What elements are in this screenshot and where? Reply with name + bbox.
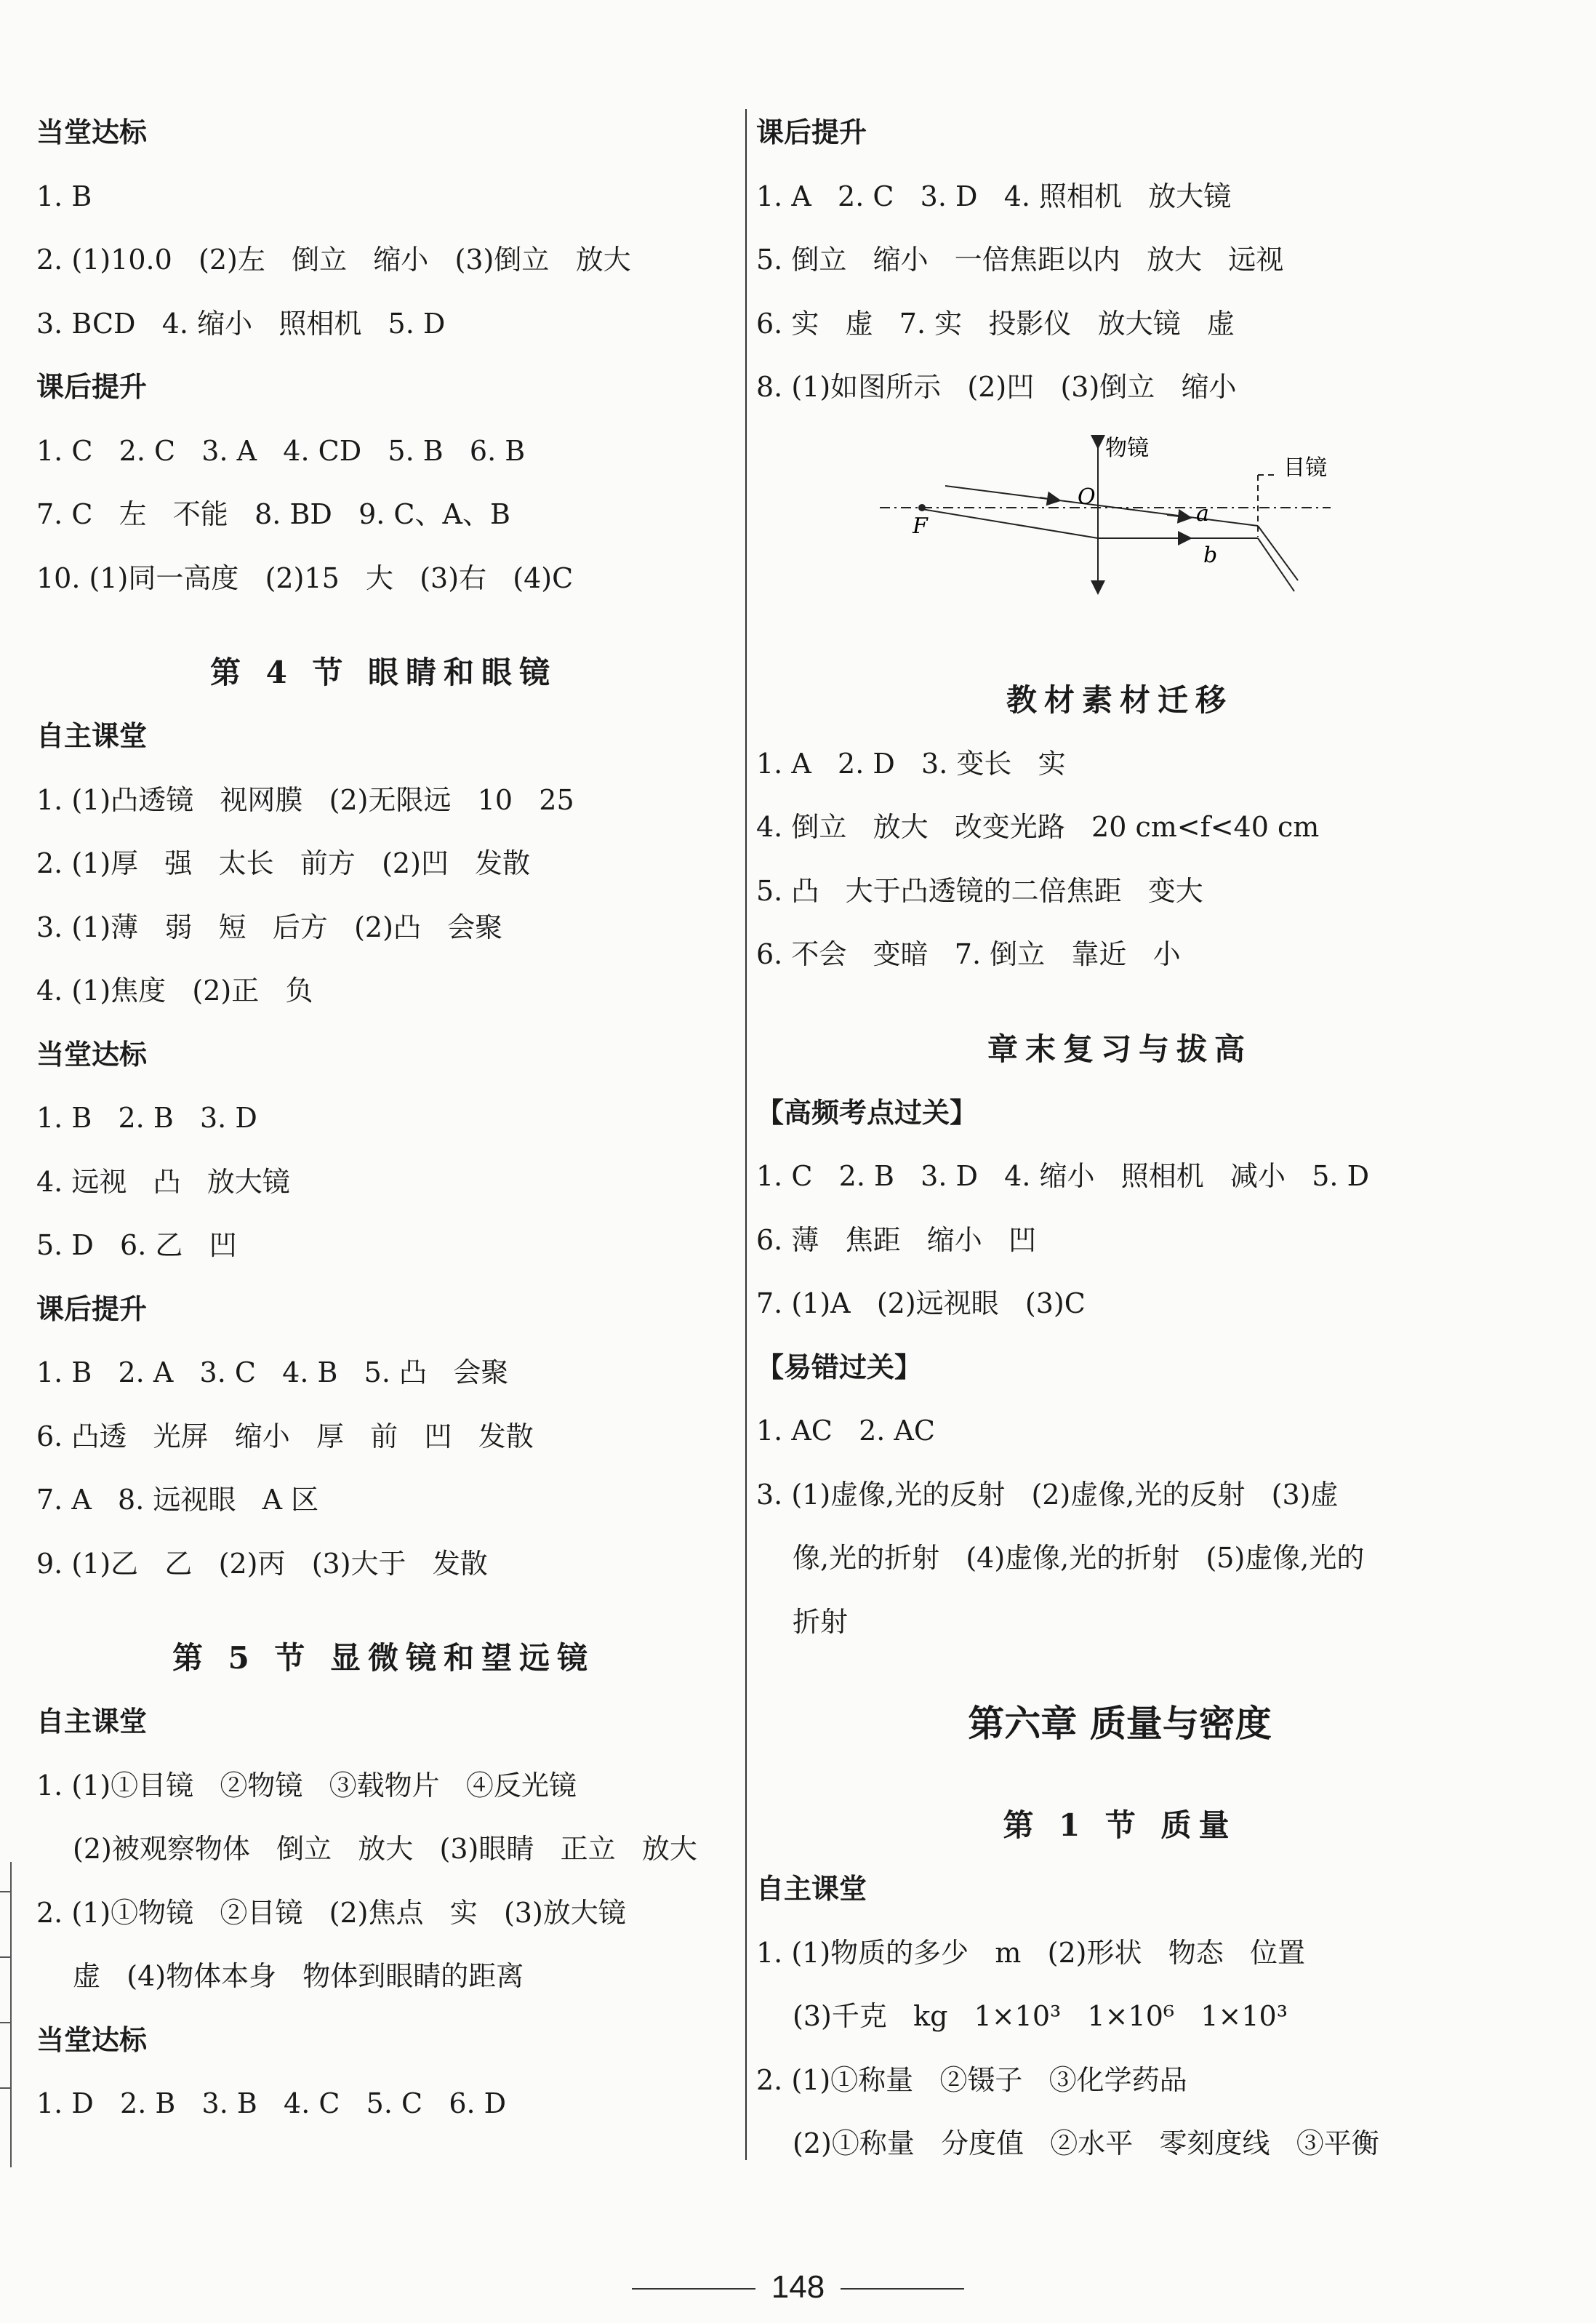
answer-line: 6. 薄 焦距 缩小 凹 <box>756 1223 1037 1256</box>
answer-line: 4. 远视 凸 放大镜 <box>36 1165 290 1198</box>
answer-line: 7. C 左 不能 8. BD 9. C、A、B <box>36 498 510 530</box>
answer-line: 8. (1)如图所示 (2)凹 (3)倒立 缩小 <box>756 371 1237 403</box>
answer-line: 1. C 2. C 3. A 4. CD 5. B 6. B <box>36 434 526 467</box>
focal-point <box>918 504 926 511</box>
answer-line: 9. (1)乙 乙 (2)丙 (3)大于 发散 <box>36 1547 488 1580</box>
answer-line: 3. BCD 4. 缩小 照相机 5. D <box>36 307 446 340</box>
answer-line: 2. (1)①称量 ②镊子 ③化学药品 <box>756 2063 1187 2096</box>
answer-line: 5. 倒立 缩小 一倍焦距以内 放大 远视 <box>756 244 1284 276</box>
section-heading: 当堂达标 <box>36 116 148 148</box>
answer-line: 3. (1)薄 弱 短 后方 (2)凸 会聚 <box>36 911 503 943</box>
section-heading: 课后提升 <box>36 1292 148 1325</box>
answer-line: 6. 实 虚 7. 实 投影仪 放大镜 虚 <box>756 307 1235 340</box>
emergent-ray-b <box>1258 538 1294 591</box>
right-column <box>756 116 1483 2191</box>
answer-line: (2)被观察物体 倒立 放大 (3)眼睛 正立 放大 <box>73 1833 697 1865</box>
answer-line: 4. (1)焦度 (2)正 负 <box>36 975 313 1007</box>
ray-b-in <box>922 509 1098 538</box>
objective-label: 物镜 <box>1105 435 1149 461</box>
answer-line: 7. (1)A (2)远视眼 (3)C <box>756 1287 1086 1319</box>
ray-diagram-svg <box>880 435 1374 646</box>
emergent-ray-a <box>1258 526 1298 580</box>
margin-tick <box>0 1956 10 1958</box>
point-f-label: F <box>913 513 928 539</box>
lesson-title: 第 1 节 质量 <box>1003 1807 1237 1843</box>
section-heading: 【易错过关】 <box>756 1351 923 1383</box>
answer-line: 1. B 2. B 3. D <box>36 1102 257 1134</box>
left-column <box>36 116 731 2151</box>
ray-b-label: b <box>1203 542 1218 568</box>
ray-a <box>945 486 1258 526</box>
page-number: 148 <box>771 2269 825 2305</box>
answer-line: 7. A 8. 远视眼 A 区 <box>36 1484 319 1516</box>
chapter-title: 第六章 质量与密度 <box>968 1703 1272 1745</box>
lesson-title: 第 4 节 眼睛和眼镜 <box>209 655 558 690</box>
footer-rule-right <box>841 2288 964 2290</box>
eyepiece-label: 目镜 <box>1283 455 1327 481</box>
margin-rule <box>10 1862 12 2167</box>
answer-line: 1. A 2. D 3. 变长 实 <box>756 747 1066 780</box>
section-heading: 自主课堂 <box>756 1873 867 1905</box>
answer-line: 2. (1)厚 强 太长 前方 (2)凹 发散 <box>36 847 531 879</box>
section-heading: 课后提升 <box>756 116 867 148</box>
section-heading: 课后提升 <box>36 371 148 403</box>
answer-line: 6. 不会 变暗 7. 倒立 靠近 小 <box>756 938 1181 970</box>
answer-line: 虚 (4)物体本身 物体到眼睛的距离 <box>73 1960 524 1992</box>
answer-line: 4. 倒立 放大 改变光路 20 cm<f<40 cm <box>756 811 1320 843</box>
answer-line: 1. B <box>36 180 92 212</box>
answer-line: 6. 凸透 光屏 缩小 厚 前 凹 发散 <box>36 1420 534 1452</box>
answer-line: 1. B 2. A 3. C 4. B 5. 凸 会聚 <box>36 1356 509 1388</box>
margin-tick <box>0 2022 10 2023</box>
section-heading: 当堂达标 <box>36 1038 148 1071</box>
answer-line: 3. (1)虚像,光的反射 (2)虚像,光的反射 (3)虚 <box>756 1478 1339 1511</box>
section-heading: 当堂达标 <box>36 2023 148 2056</box>
answer-line: 10. (1)同一高度 (2)15 大 (3)右 (4)C <box>36 561 574 594</box>
point-o-label: O <box>1078 484 1096 510</box>
answer-line: 1. D 2. B 3. B 4. C 5. C 6. D <box>36 2087 507 2119</box>
answer-line: 1. (1)物质的多少 m (2)形状 物态 位置 <box>756 1936 1305 1969</box>
answer-line: 像,光的折射 (4)虚像,光的折射 (5)虚像,光的 <box>793 1542 1365 1574</box>
column-divider <box>745 109 747 2160</box>
footer-rule-left <box>632 2288 755 2290</box>
margin-tick <box>0 2087 10 2089</box>
answer-line: (2)①称量 分度值 ②水平 零刻度线 ③平衡 <box>793 2127 1379 2159</box>
answer-line: 1. (1)①目镜 ②物镜 ③载物片 ④反光镜 <box>36 1769 577 1802</box>
answer-line: (3)千克 kg 1×10³ 1×10⁶ 1×10³ <box>793 2000 1288 2032</box>
page-footer <box>0 2269 1596 2306</box>
answer-line: 2. (1)10.0 (2)左 倒立 缩小 (3)倒立 放大 <box>36 244 631 276</box>
section-heading: 【高频考点过关】 <box>756 1096 978 1129</box>
telescope-ray-diagram <box>756 435 1483 653</box>
answer-line: 5. 凸 大于凸透镜的二倍焦距 变大 <box>756 874 1203 907</box>
section-heading: 自主课堂 <box>36 1706 148 1738</box>
answer-line: 1. AC 2. AC <box>756 1415 935 1447</box>
answer-line: 1. (1)凸透镜 视网膜 (2)无限远 10 25 <box>36 783 574 816</box>
ray-a-label: a <box>1196 500 1209 527</box>
section-heading: 自主课堂 <box>36 720 148 752</box>
answer-line: 1. C 2. B 3. D 4. 缩小 照相机 减小 5. D <box>756 1160 1370 1192</box>
answer-line: 1. A 2. C 3. D 4. 照相机 放大镜 <box>756 180 1232 212</box>
lesson-title: 章末复习与拔高 <box>987 1031 1252 1067</box>
margin-tick <box>0 1891 10 1892</box>
answer-line: 折射 <box>793 1605 849 1638</box>
answer-line: 5. D 6. 乙 凹 <box>36 1229 237 1261</box>
lesson-title: 第 5 节 显微镜和望远镜 <box>172 1640 596 1676</box>
answer-line: 2. (1)①物镜 ②目镜 (2)焦点 实 (3)放大镜 <box>36 1896 626 1929</box>
lesson-title: 教材素材迁移 <box>1006 681 1233 718</box>
